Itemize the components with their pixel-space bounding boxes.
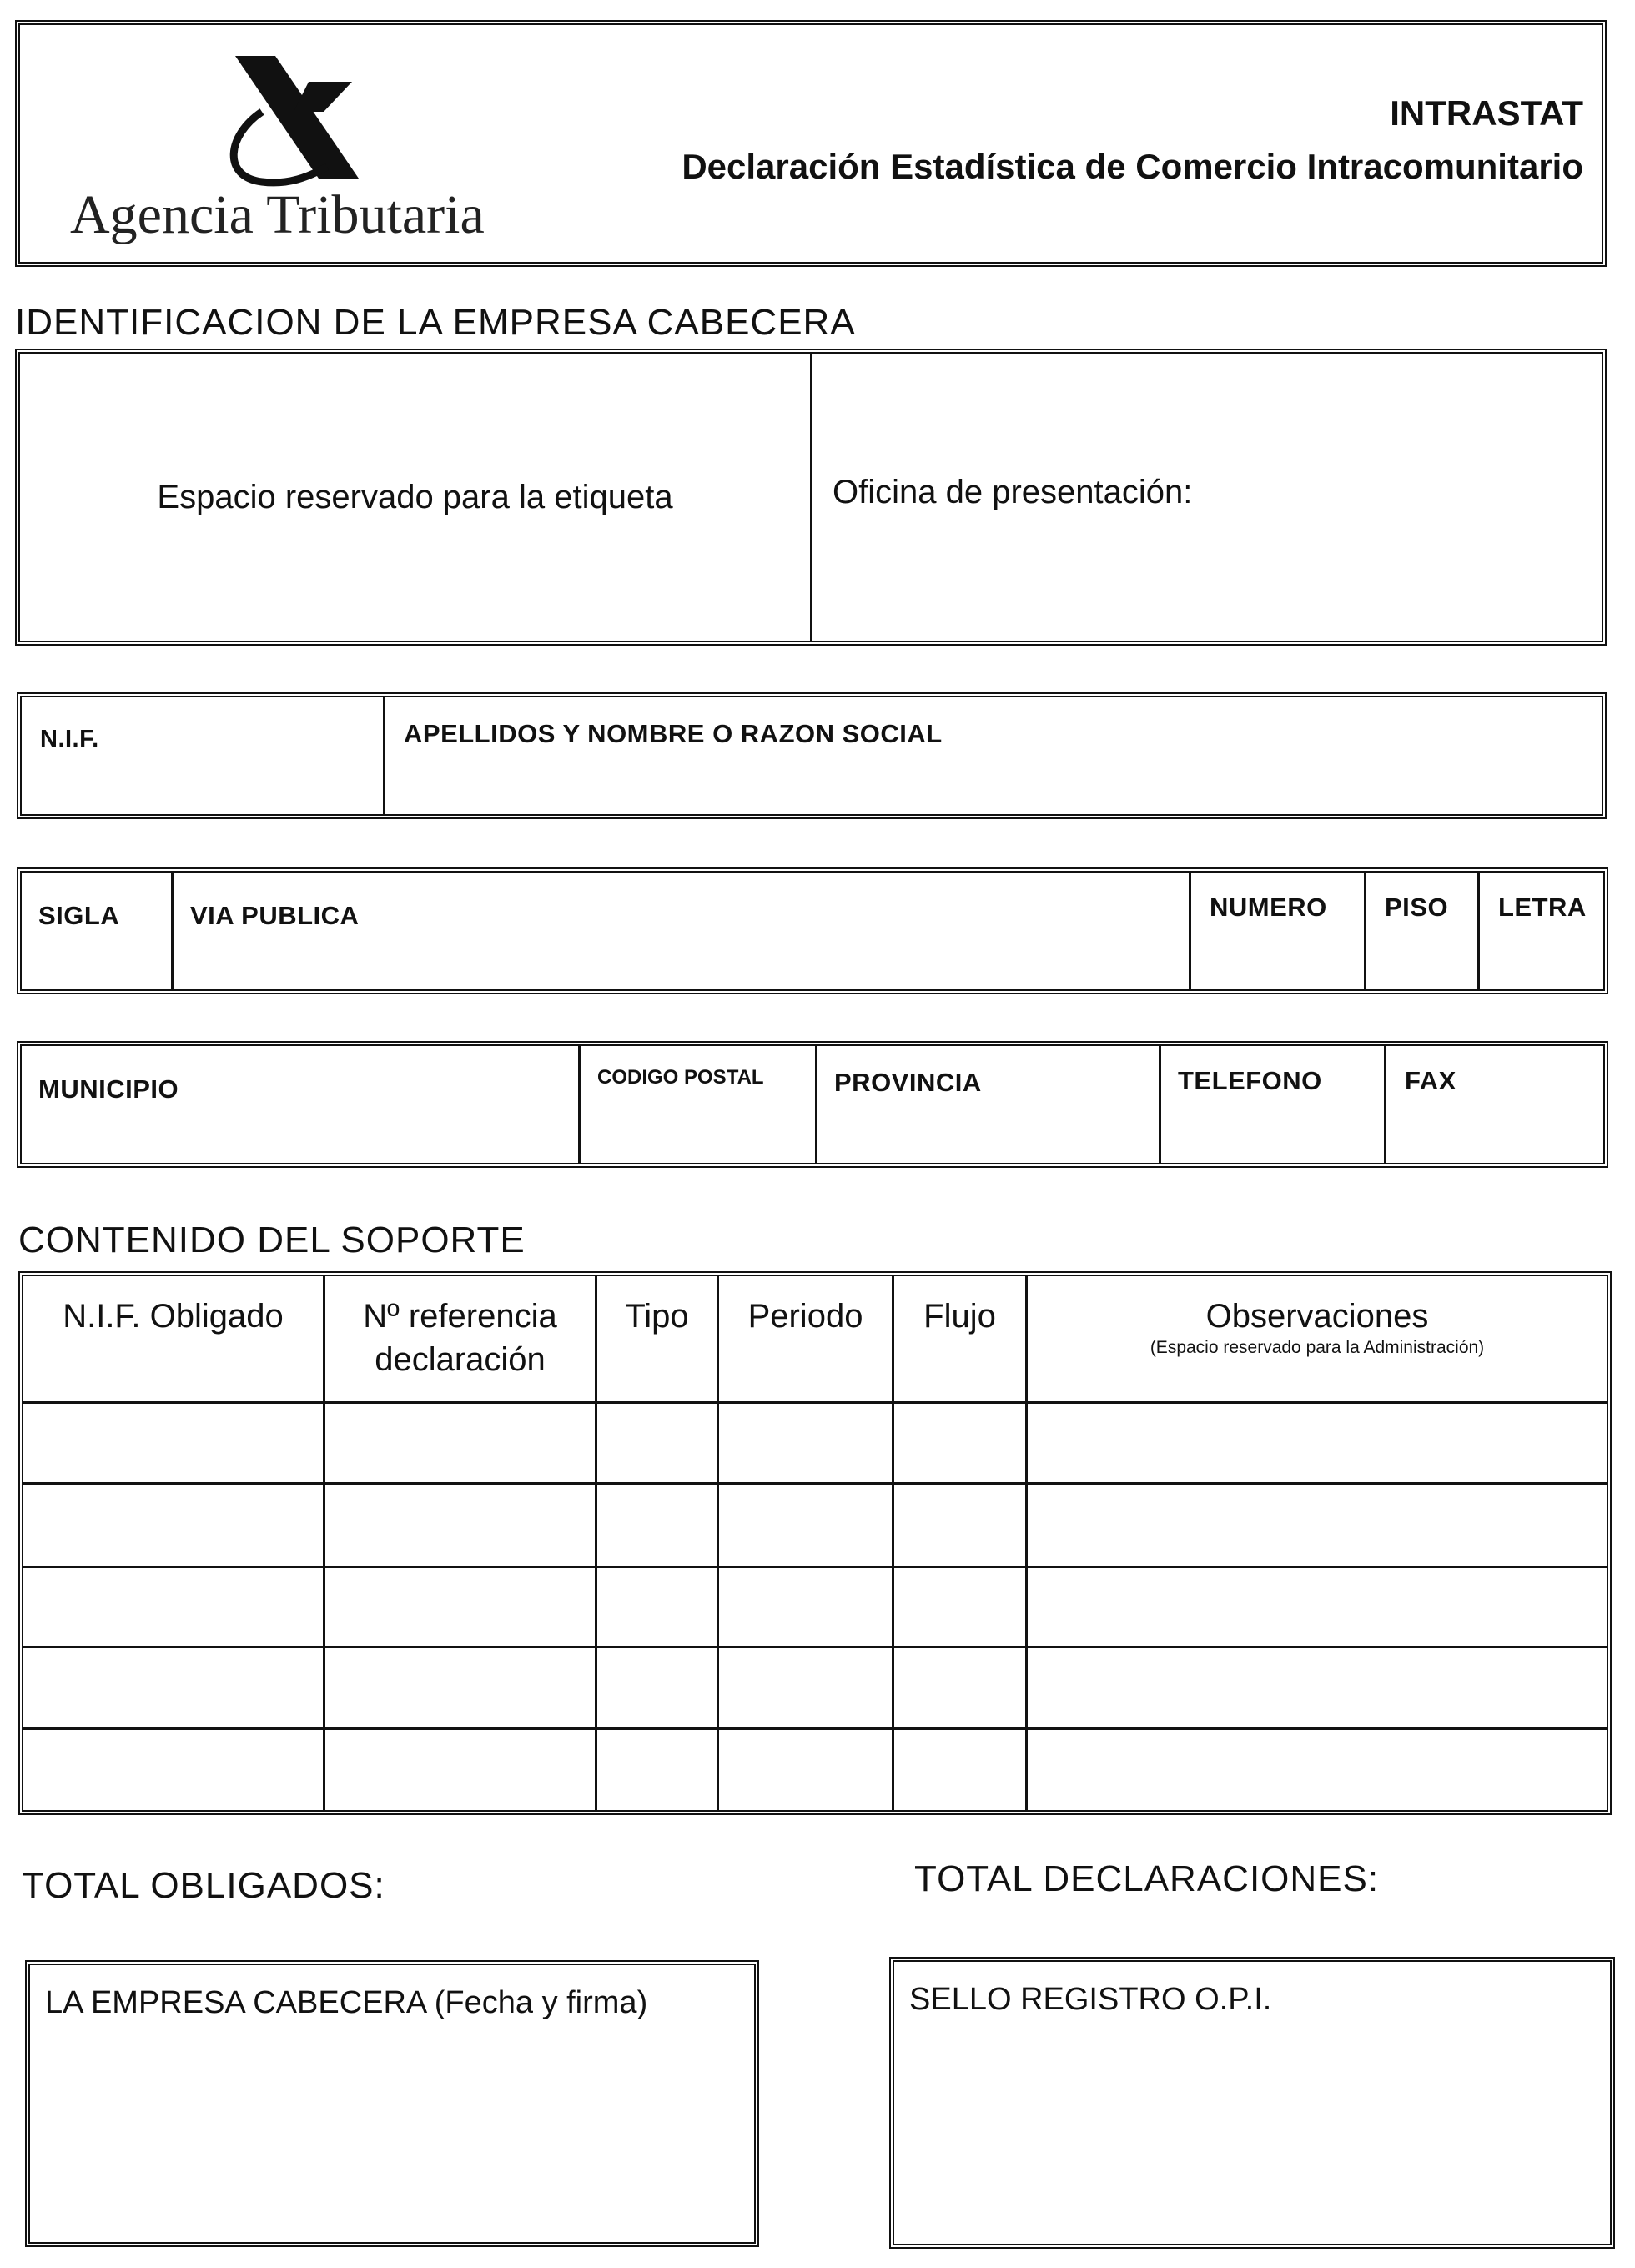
- col-tipo-text: Tipo: [625, 1298, 689, 1335]
- cell-nif[interactable]: [23, 1648, 325, 1727]
- cell-flujo[interactable]: [894, 1485, 1028, 1566]
- cell-observaciones: [1028, 1485, 1607, 1566]
- company-signature-box[interactable]: [25, 1960, 759, 2247]
- address-row: [17, 867, 1608, 994]
- telefono-label: TELEFONO: [1178, 1066, 1322, 1095]
- col-tipo: [597, 1276, 719, 1401]
- col-obs-text: Observaciones: [1205, 1298, 1429, 1335]
- total-obligados-label: TOTAL OBLIGADOS:: [22, 1865, 385, 1906]
- nif-label: N.I.F.: [40, 726, 99, 752]
- cell-periodo[interactable]: [719, 1568, 894, 1646]
- col-flujo-text: Flujo: [923, 1298, 996, 1335]
- name-field[interactable]: [385, 697, 1602, 814]
- numero-label: NUMERO: [1210, 893, 1327, 922]
- municipio-label: MUNICIPIO: [38, 1074, 179, 1104]
- col-ref-line2: declaración: [375, 1341, 546, 1378]
- label-office-box: [15, 349, 1607, 646]
- cell-referencia[interactable]: [325, 1648, 597, 1727]
- form-header: [15, 20, 1607, 267]
- fax-field[interactable]: [1386, 1046, 1603, 1163]
- piso-label: PISO: [1385, 893, 1449, 922]
- table-row: [23, 1568, 1607, 1648]
- cell-flujo[interactable]: [894, 1648, 1028, 1727]
- location-row: [17, 1041, 1608, 1168]
- nif-name-row: [17, 692, 1607, 819]
- sigla-field[interactable]: [22, 873, 174, 989]
- cell-tipo[interactable]: [597, 1730, 719, 1810]
- col-observaciones: [1028, 1276, 1607, 1401]
- col-referencia: [325, 1276, 597, 1401]
- postal-code-label: CODIGO POSTAL: [597, 1066, 764, 1089]
- table-row: [23, 1648, 1607, 1730]
- content-table: [18, 1271, 1612, 1815]
- table-row: [23, 1401, 1607, 1485]
- name-label: APELLIDOS Y NOMBRE O RAZON SOCIAL: [404, 719, 943, 748]
- cell-nif[interactable]: [23, 1401, 325, 1482]
- cell-nif[interactable]: [23, 1730, 325, 1810]
- letra-label: LETRA: [1498, 893, 1587, 922]
- company-signature-label: LA EMPRESA CABECERA (Fecha y firma): [45, 1985, 648, 2020]
- registry-stamp-label: SELLO REGISTRO O.P.I.: [909, 1982, 1272, 2017]
- sigla-label: SIGLA: [38, 901, 120, 930]
- agency-logo-icon: [210, 52, 377, 194]
- cell-tipo[interactable]: [597, 1401, 719, 1482]
- cell-periodo[interactable]: [719, 1730, 894, 1810]
- cell-periodo[interactable]: [719, 1648, 894, 1727]
- provincia-label: PROVINCIA: [834, 1068, 982, 1097]
- cell-periodo[interactable]: [719, 1485, 894, 1566]
- numero-field[interactable]: [1191, 873, 1366, 989]
- label-space: [20, 354, 812, 641]
- office-field[interactable]: [812, 354, 1602, 641]
- section-title-identification: IDENTIFICACION DE LA EMPRESA CABECERA: [15, 302, 856, 343]
- cell-flujo[interactable]: [894, 1401, 1028, 1482]
- label-space-text: Espacio reservado para la etiqueta: [157, 479, 673, 515]
- telefono-field[interactable]: [1161, 1046, 1386, 1163]
- form-code: INTRASTAT: [1390, 93, 1583, 133]
- cell-observaciones: [1028, 1648, 1607, 1727]
- cell-tipo[interactable]: [597, 1485, 719, 1566]
- cell-nif[interactable]: [23, 1568, 325, 1646]
- cell-nif[interactable]: [23, 1485, 325, 1566]
- cell-referencia[interactable]: [325, 1401, 597, 1482]
- cell-referencia[interactable]: [325, 1730, 597, 1810]
- nif-field[interactable]: [22, 697, 385, 814]
- cell-tipo[interactable]: [597, 1648, 719, 1727]
- cell-tipo[interactable]: [597, 1568, 719, 1646]
- cell-periodo[interactable]: [719, 1401, 894, 1482]
- form-title: Declaración Estadística de Comercio Intracomunitario: [682, 147, 1583, 186]
- cell-referencia[interactable]: [325, 1485, 597, 1566]
- table-row: [23, 1485, 1607, 1568]
- office-label: Oficina de presentación:: [833, 474, 1193, 510]
- letra-field[interactable]: [1480, 873, 1603, 989]
- col-obs-note: (Espacio reservado para la Administración): [1150, 1338, 1485, 1357]
- cell-flujo[interactable]: [894, 1730, 1028, 1810]
- col-nif-obligado: [23, 1276, 325, 1401]
- cell-referencia[interactable]: [325, 1568, 597, 1646]
- table-header: [23, 1276, 1607, 1404]
- provincia-field[interactable]: [818, 1046, 1161, 1163]
- postal-code-field[interactable]: [581, 1046, 818, 1163]
- piso-field[interactable]: [1366, 873, 1480, 989]
- via-field[interactable]: [174, 873, 1191, 989]
- col-flujo: [894, 1276, 1028, 1401]
- col-nif-text: N.I.F. Obligado: [63, 1298, 284, 1335]
- cell-observaciones: [1028, 1401, 1607, 1482]
- table-row: [23, 1730, 1607, 1810]
- col-periodo-text: Periodo: [747, 1298, 863, 1335]
- section-title-content: CONTENIDO DEL SOPORTE: [18, 1219, 526, 1260]
- via-label: VIA PUBLICA: [190, 901, 360, 930]
- cell-observaciones: [1028, 1568, 1607, 1646]
- col-periodo: [719, 1276, 894, 1401]
- registry-stamp-box: [889, 1957, 1615, 2249]
- fax-label: FAX: [1405, 1066, 1456, 1095]
- cell-observaciones: [1028, 1730, 1607, 1810]
- agency-name: Agencia Tributaria: [70, 184, 485, 245]
- col-ref-line1: Nº referencia: [363, 1298, 557, 1335]
- municipio-field[interactable]: [22, 1046, 581, 1163]
- total-declaraciones-label: TOTAL DECLARACIONES:: [914, 1858, 1380, 1899]
- cell-flujo[interactable]: [894, 1568, 1028, 1646]
